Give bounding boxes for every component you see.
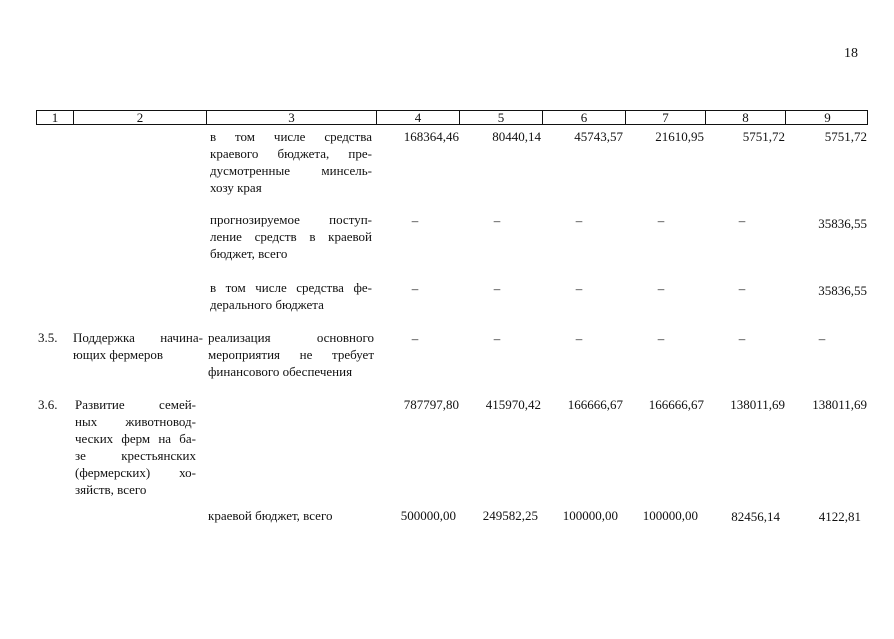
value-col-9: 138011,69 <box>812 397 867 412</box>
value-col-9: – <box>818 331 826 346</box>
value-col-7: 100000,00 <box>642 508 698 523</box>
desc-line: мероприятия не требует <box>208 347 374 362</box>
value-col-6: 166666,67 <box>567 397 623 412</box>
header-col-2: 2 <box>73 111 206 124</box>
value-col-6: – <box>575 281 583 296</box>
header-col-4: 4 <box>376 111 459 124</box>
row-description <box>208 329 374 380</box>
desc-line: прогнозируемое поступ- <box>210 212 372 227</box>
value-col-8: – <box>738 213 746 228</box>
desc-line: хозу края <box>210 180 262 195</box>
value-col-9: 5751,72 <box>824 129 867 144</box>
value-col-8: 82456,14 <box>731 509 780 524</box>
value-col-7: 21610,95 <box>655 129 704 144</box>
value-col-5: – <box>493 331 501 346</box>
header-col-1: 1 <box>51 110 59 125</box>
desc-line: бюджет, всего <box>210 246 288 261</box>
value-col-5: 80440,14 <box>492 129 541 144</box>
header-col-8: 8 <box>705 111 785 124</box>
value-col-8: 138011,69 <box>730 397 785 412</box>
value-col-4: 500000,00 <box>400 508 456 523</box>
value-col-7: 166666,67 <box>648 397 704 412</box>
value-col-6: 45743,57 <box>574 129 623 144</box>
row-number: 3.6. <box>38 397 58 412</box>
value-col-6: – <box>575 213 583 228</box>
value-col-4: 787797,80 <box>403 397 459 412</box>
desc-line: в том числе средства <box>210 129 372 144</box>
value-col-9: 4122,81 <box>818 509 861 524</box>
row-name <box>75 396 196 498</box>
table-header <box>36 110 868 125</box>
desc-line: дусмотренные минсель- <box>210 163 372 178</box>
page-number: 18 <box>844 46 858 61</box>
header-col-5: 5 <box>459 111 542 124</box>
name-line: Поддержка начина- <box>73 330 203 345</box>
value-col-5: 249582,25 <box>482 508 538 523</box>
value-col-9: 35836,55 <box>818 216 867 231</box>
desc-line: реализация основного <box>208 330 374 345</box>
value-col-7: – <box>657 213 665 228</box>
row-description <box>210 211 372 262</box>
header-col-7: 7 <box>625 111 705 124</box>
row-description <box>210 128 372 196</box>
row-description <box>210 279 372 313</box>
name-line: Развитие семей- <box>75 397 196 412</box>
value-col-4: – <box>411 331 419 346</box>
header-col-9: 9 <box>785 111 869 124</box>
value-col-8: 5751,72 <box>742 129 785 144</box>
value-col-4: – <box>411 281 419 296</box>
header-col-6: 6 <box>542 111 625 124</box>
desc-line: финансового обеспечения <box>208 364 353 379</box>
row-description <box>208 507 374 524</box>
row-number: 3.5. <box>38 330 58 345</box>
name-line: зе крестьянских <box>75 448 196 463</box>
value-col-4: 168364,46 <box>403 129 459 144</box>
desc-line: ление средств в краевой <box>210 229 372 244</box>
value-col-6: – <box>575 331 583 346</box>
value-col-4: – <box>411 213 419 228</box>
name-line: ных животновод- <box>75 414 196 429</box>
value-col-5: 415970,42 <box>485 397 541 412</box>
name-line: зяйств, всего <box>75 482 147 497</box>
desc-line: в том числе средства фе- <box>210 280 372 295</box>
desc-line: дерального бюджета <box>210 297 324 312</box>
value-col-8: – <box>738 331 746 346</box>
name-line: (фермерских) хо- <box>75 465 196 480</box>
desc-line: краевой бюджет, всего <box>208 508 333 523</box>
value-col-6: 100000,00 <box>562 508 618 523</box>
value-col-5: – <box>493 213 501 228</box>
header-col-3: 3 <box>206 111 376 124</box>
value-col-7: – <box>657 281 665 296</box>
name-line: ющих фермеров <box>73 347 164 362</box>
value-col-9: 35836,55 <box>818 283 867 298</box>
row-name <box>73 329 203 363</box>
desc-line: краевого бюджета, пре- <box>210 146 372 161</box>
value-col-5: – <box>493 281 501 296</box>
value-col-7: – <box>657 331 665 346</box>
value-col-8: – <box>738 281 746 296</box>
name-line: ческих ферм на ба- <box>75 431 196 446</box>
